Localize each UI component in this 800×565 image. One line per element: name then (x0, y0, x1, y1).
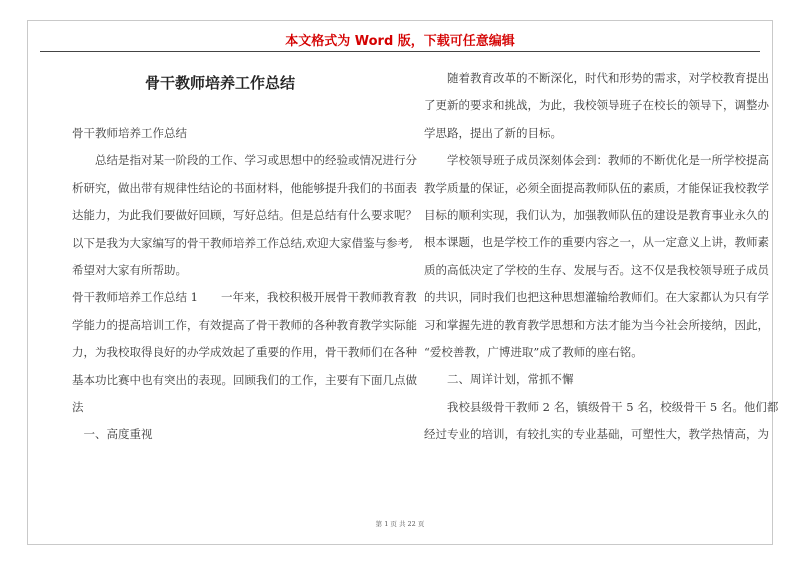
text-line: 二、周详计划，常抓不懈 (424, 372, 574, 387)
page-number-footer: 第 1 页 共 22 页 (375, 520, 425, 528)
text-line: 达能力，为此我们要做好回顾，写好总结。但是总结有什么要求呢？ (72, 208, 417, 223)
text-line: 随着教育改革的不断深化，时代和形势的需求，对学校教育提出 (424, 71, 769, 85)
text-line: 学能力的提高培训工作，有效提高了骨干教师的各种教育教学实际能 (72, 317, 417, 332)
text-line: 学校领导班子成员深刻体会到：教师的不断优化是一所学校提高 (424, 153, 769, 168)
text-line: 学思路，提出了新的目标。 (424, 125, 562, 140)
left-column (72, 120, 417, 449)
text-line: 质的高低决定了学校的生存、发展与否。这不仅是我校领导班子成员 (424, 262, 769, 277)
text-line: 析研究，做出带有规律性结论的书面材料，他能够提升我们的书面表 (72, 180, 417, 195)
text-line: 了更新的要求和挑战，为此，我校领导班子在校长的领导下，调整办 (424, 98, 769, 113)
text-line: 总结是指对某一阶段的工作、学习或思想中的经验或情况进行分 (72, 153, 417, 168)
text-line: 目标的顺利实现，我们认为，加强教师队伍的建设是教育事业永久的 (424, 208, 769, 223)
text-line: 法 (72, 400, 84, 415)
text-line: 根本课题，也是学校工作的重要内容之一，从一定意义上讲，教师素 (424, 235, 769, 250)
text-line: 习和掌握先进的教育教学思想和方法才能为当今社会所接纳，因此， (424, 317, 769, 332)
text-line: 骨干教师培养工作总结 1 一年来，我校积极开展骨干教师教育教 (72, 290, 417, 305)
text-line: 力，为我校取得良好的办学成效起了重要的作用，骨干教师们在各种 (72, 345, 417, 360)
document-title: 骨干教师培养工作总结 (145, 74, 296, 92)
text-line: 经过专业的培训，有较扎实的专业基础，可塑性大，教学热情高，为 (424, 427, 769, 442)
text-line: 以下是我为大家编写的骨干教师培养工作总结,欢迎大家借鉴与参考, (72, 235, 413, 250)
right-column (424, 65, 779, 449)
text-line: 骨干教师培养工作总结 (72, 126, 187, 140)
text-line: 我校县级骨干教师 2 名，镇级骨干 5 名，校级骨干 5 名。他们都 (424, 399, 779, 414)
header-rule (40, 51, 760, 52)
text-line: “爱校善教，广博进取”成了教师的座右铭。 (424, 345, 643, 360)
text-line: 基本功比赛中也有突出的表现。回顾我们的工作，主要有下面几点做 (72, 372, 417, 387)
text-line: 一、高度重视 (72, 427, 153, 442)
word-banner: 本文格式为 Word 版，下载可任意编辑 (285, 34, 515, 49)
text-line: 希望对大家有所帮助。 (72, 263, 187, 278)
text-line: 的共识，同时我们也把这种思想灌输给教师们。在大家都认为只有学 (424, 290, 769, 305)
text-line: 教学质量的保证，必须全面提高教师队伍的素质，才能保证我校教学 (424, 180, 769, 195)
